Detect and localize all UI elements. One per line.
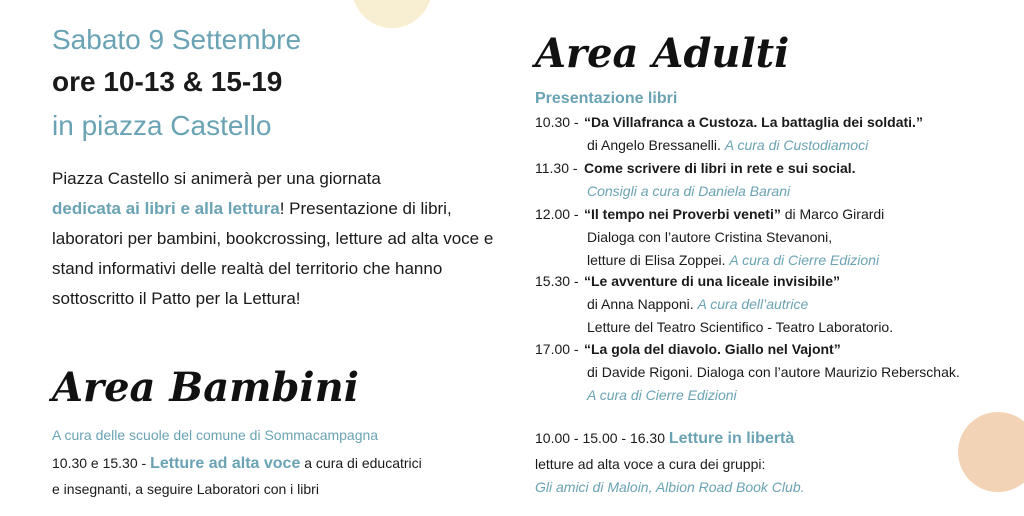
event-line: letture di Elisa Zoppei.: [587, 252, 730, 268]
event-item: [535, 203, 884, 272]
event-author: di Angelo Bressanelli.: [587, 137, 725, 153]
libera-times: 10.00 - 15.00 - 16.30: [535, 430, 669, 446]
event-date: Sabato 9 Settembre: [52, 24, 302, 55]
event-time: 15.30 -: [535, 273, 579, 289]
event-author: di Anna Napponi.: [587, 296, 698, 312]
event-item: [535, 338, 960, 407]
event-item: [535, 111, 923, 157]
event-curator: A cura di Cierre Edizioni: [729, 252, 880, 268]
event-time: ore 10-13 & 15-19: [52, 66, 283, 97]
intro-paragraph: [52, 164, 504, 314]
bambini-line1-rest: a cura di educatrici: [300, 455, 422, 471]
event-time: 17.00 -: [535, 341, 579, 357]
area-adulti-title: Area Adulti: [535, 30, 790, 77]
intro-text-2: ! Presentazione di libri, laboratori per bambini, bookcrossing, letture ad alta voce e stand informativi delle realtà del territorio che hanno sottoscritto il Patto per la Lettura!: [52, 199, 494, 308]
event-time: 11.30 -: [535, 160, 578, 176]
event-title: “Il tempo nei Proverbi veneti”: [584, 206, 781, 222]
bambini-curator: A cura delle scuole del comune di Sommacampagna: [52, 427, 379, 443]
event-place: in piazza Castello: [52, 110, 272, 141]
event-title: “La gola del diavolo. Giallo nel Vajont”: [584, 341, 841, 357]
section-presentazione-libri: Presentazione libri: [535, 90, 678, 107]
bambini-schedule-line: [52, 455, 422, 473]
event-title: “Le avventure di una liceale invisibile”: [584, 273, 840, 289]
bambini-activity: Letture ad alta voce: [150, 455, 301, 472]
intro-text-1: Piazza Castello si animerà per una giornata: [52, 169, 381, 188]
bambini-time: 10.30 e 15.30 -: [52, 455, 151, 471]
intro-highlight: dedicata ai libri e alla lettura: [52, 199, 280, 218]
decorative-circle-yellow: [352, 0, 432, 28]
event-line: di Davide Rigoni. Dialoga con l’autore Maurizio Reberschak.: [587, 364, 960, 380]
event-title: “Da Villafranca a Custoza. La battaglia dei soldati.”: [584, 114, 923, 130]
event-curator: A cura dell’autrice: [697, 296, 809, 312]
event-title: Come scrivere di libri in rete e sui social.: [584, 160, 856, 176]
event-time: 10.30 -: [535, 114, 579, 130]
event-line: Letture del Teatro Scientifico - Teatro Laboratorio.: [587, 319, 894, 335]
libera-description: letture ad alta voce a cura dei gruppi:: [535, 456, 766, 472]
event-curator: A cura di Cierre Edizioni: [587, 387, 737, 403]
event-curator: A cura di Custodiamoci: [724, 137, 869, 153]
event-curator: Consigli a cura di Daniela Barani: [587, 183, 791, 199]
libera-title: Letture in libertà: [668, 430, 795, 447]
bambini-line2: e insegnanti, a seguire Laboratori con i libri: [52, 481, 319, 497]
decorative-circle-peach: [958, 412, 1024, 492]
letture-in-liberta-row: [535, 430, 794, 448]
area-bambini-title: Area Bambini: [52, 364, 359, 411]
event-item: [535, 270, 893, 339]
event-time: 12.00 -: [535, 206, 579, 222]
libera-groups: Gli amici di Maloin, Albion Road Book Club.: [535, 479, 805, 495]
event-author: di Marco Girardi: [780, 206, 885, 222]
event-line: Dialoga con l’autore Cristina Stevanoni,: [587, 229, 833, 245]
event-item: [535, 157, 856, 203]
